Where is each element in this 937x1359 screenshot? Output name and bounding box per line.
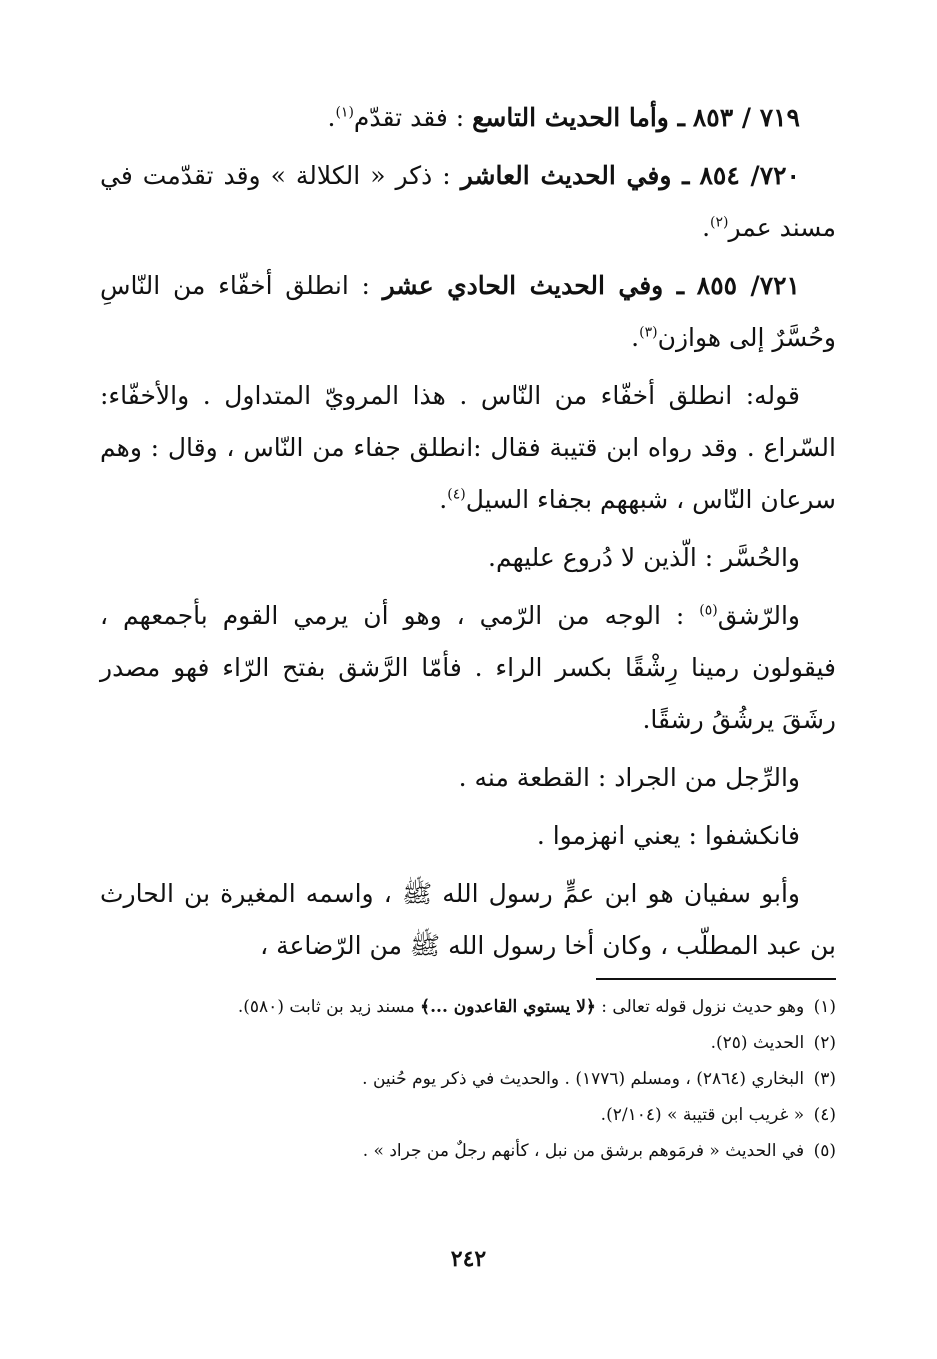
footnote-ref: (٤) xyxy=(447,486,466,503)
footnote-mark: (٢) xyxy=(813,1033,836,1053)
footnote-text: البخاري (٢٨٦٤) ، ومسلم (١٧٧٦) . والحديث في ذكر يوم حُنين . xyxy=(362,1069,805,1089)
paragraph-text: : انطلق أخفّاء من النّاسِ وحُسَّرٌ إلى هوازن xyxy=(100,271,836,352)
paragraph-inkashafu xyxy=(100,810,836,862)
paragraph-text: والرِّجل من الجراد : القطعة منه . xyxy=(458,763,800,792)
footnote-text: وهو حديث نزول قوله تعالى : xyxy=(601,997,805,1017)
footnotes xyxy=(100,992,836,1172)
hadith-heading: ـ وفي الحديث الحادي عشر xyxy=(382,271,685,300)
footnote-3 xyxy=(100,1064,836,1094)
footnote-mark: (١) xyxy=(813,997,836,1017)
paragraph-end: . xyxy=(631,323,640,352)
footnote-1 xyxy=(100,992,836,1022)
hadith-number: ٧١٩ / ٨٥٣ xyxy=(692,103,800,132)
footnote-2 xyxy=(100,1028,836,1058)
paragraph-husar xyxy=(100,532,836,584)
footnote-text: « غريب ابن قتيبة » (٢/١٠٤). xyxy=(600,1105,805,1125)
paragraph-end: . xyxy=(327,103,336,132)
footnote-text: في الحديث « فرمَوهم برشق من نبل ، كأنهم رجلٌ من جراد » . xyxy=(362,1141,805,1161)
paragraph-rijl xyxy=(100,752,836,804)
footnote-separator xyxy=(596,978,836,980)
hadith-number: ٧٢٠/ ٨٥٤ xyxy=(699,161,800,190)
paragraph-explanation xyxy=(100,370,836,526)
footnote-mark: (٥) xyxy=(813,1141,836,1161)
paragraph-721 xyxy=(100,260,836,364)
footnote-ref: (١) xyxy=(335,104,354,121)
paragraph-text: والحُسَّر : الّذين لا دُروع عليهم. xyxy=(488,543,800,572)
footnote-ref: (٢) xyxy=(710,214,729,231)
main-text xyxy=(100,92,836,978)
paragraph-719 xyxy=(100,92,836,144)
footnote-5 xyxy=(100,1136,836,1166)
footnote-ref: (٣) xyxy=(639,324,658,341)
quran-quote: ﴿لا يستوي القاعدون ...﴾ xyxy=(420,997,596,1017)
hadith-heading: ـ وفي الحديث العاشر xyxy=(460,161,690,190)
paragraph-end: . xyxy=(702,213,711,242)
paragraph-abu-sufyan xyxy=(100,868,836,972)
footnote-source: مسند زيد بن ثابت (٥٨٠). xyxy=(237,997,415,1017)
hadith-heading: ـ وأما الحديث التاسع xyxy=(472,103,685,132)
footnote-mark: (٤) xyxy=(813,1105,836,1125)
paragraph-text: فانكشفوا : يعني انهزموا . xyxy=(536,821,800,850)
paragraph-text: وأبو سفيان هو ابن عمٍّ رسول الله ﷺ ، واسمه المغيرة بن الحارث بن عبد المطلّب ، وكان أخا رسول الله ﷺ من الرّضاعة ، xyxy=(100,879,836,960)
paragraph-text: قوله: انطلق أخفّاء من النّاس . هذا المرويّ المتداول . والأخفّاء: السّراع . وقد رواه ابن قتيبة فقال :انطلق جفاء من النّاس ، وقال : وهم سرعان النّاس ، شبههم بجفاء السيل xyxy=(100,381,836,514)
footnote-mark: (٣) xyxy=(813,1069,836,1089)
paragraph-end: . xyxy=(439,485,448,514)
paragraph-start: والرّشق xyxy=(717,601,800,630)
footnote-4 xyxy=(100,1100,836,1130)
hadith-number: ٧٢١/ ٨٥٥ xyxy=(696,271,800,300)
paragraph-text: : فقد تقدّم xyxy=(353,103,465,132)
paragraph-text: : الوجه من الرّمي ، وهو أن يرمي القوم بأجمعهم ، فيقولون رمينا رِشْقًا بكسر الراء . فأمّا الرَّشق بفتح الرّاء فهو مصدر رشَقَ يرشُقُ رشقًا. xyxy=(100,601,836,734)
paragraph-rashq xyxy=(100,590,836,746)
paragraph-text: : ذكر « الكلالة » وقد تقدّمت في مسند عمر xyxy=(100,161,836,242)
footnote-text: الحديث (٢٥). xyxy=(710,1033,805,1053)
paragraph-720 xyxy=(100,150,836,254)
page-number: ٢٤٢ xyxy=(450,1246,487,1272)
footnote-ref: (٥) xyxy=(699,602,718,619)
